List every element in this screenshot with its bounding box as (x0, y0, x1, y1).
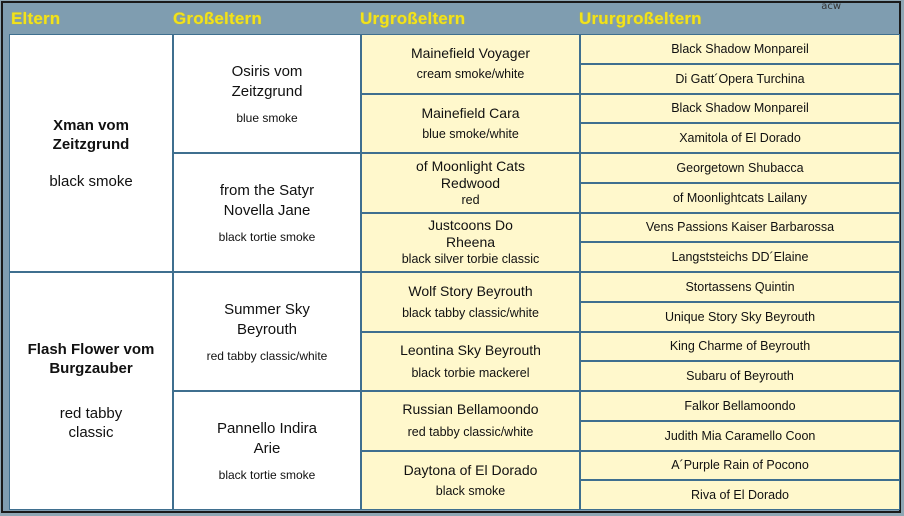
great-great-grandparent-name: Xamitola of El Dorado (679, 130, 801, 145)
header-eltern: Eltern (11, 9, 61, 28)
grandparent-color: black tortie smoke (218, 229, 316, 244)
great-grandparent-name: Mainefield Cara (421, 104, 520, 121)
corner-note: acw (821, 1, 841, 12)
great-great-grandparent-cell (580, 391, 900, 421)
great-great-grandparent-cell (580, 451, 900, 480)
great-grandparent-cell (361, 34, 580, 94)
great-great-grandparent-name: A´Purple Rain of Pocono (671, 458, 809, 472)
great-grandparent-cell (361, 272, 580, 332)
great-great-grandparent-name: King Charme of Beyrouth (669, 339, 811, 353)
great-grandparent-name: Daytona of El Dorado (403, 461, 538, 478)
pedigree-grid (9, 34, 901, 510)
great-great-grandparent-name: Di Gatt´Opera Turchina (675, 71, 805, 86)
great-great-grandparent-cell (580, 272, 900, 302)
great-grandparent-cell (361, 451, 580, 510)
great-great-grandparent-name: Stortassens Quintin (685, 279, 795, 294)
grandparent-cell (173, 34, 361, 153)
great-great-grandparent-cell (580, 480, 900, 510)
parent-cell-dam (9, 272, 173, 510)
great-great-grandparent-cell (580, 183, 900, 213)
great-grandparent-cell (361, 153, 580, 213)
header-grosseltern: Großeltern (173, 9, 262, 28)
parent-cell-sire (9, 34, 173, 272)
great-great-grandparent-name: of Moonlightcats Lailany (672, 190, 808, 205)
great-grandparent-cell (361, 332, 580, 391)
great-great-grandparent-cell (580, 94, 900, 123)
great-great-grandparent-cell (580, 332, 900, 361)
great-great-grandparent-name: Falkor Bellamoondo (684, 398, 796, 413)
great-great-grandparent-cell (580, 153, 900, 183)
grandparent-color: black tortie smoke (218, 467, 316, 482)
grandparent-color: blue smoke (236, 110, 298, 125)
great-grandparent-color: black tabby classic/white (402, 305, 539, 320)
great-grandparent-color: black torbie mackerel (411, 365, 530, 380)
great-grandparent-color: cream smoke/white (416, 67, 525, 81)
great-great-grandparent-name: Black Shadow Monpareil (671, 101, 809, 115)
grandparent-color: red tabby classic/white (206, 348, 328, 363)
great-great-grandparent-cell (580, 34, 900, 64)
great-great-grandparent-cell (580, 421, 900, 451)
great-great-grandparent-cell (580, 242, 900, 272)
pedigree-frame (1, 1, 901, 513)
great-great-grandparent-cell (580, 123, 900, 153)
header-ururgrosseltern: Ururgroßeltern (579, 9, 702, 28)
grandparent-name: Summer Sky Beyrouth (224, 300, 310, 338)
great-great-grandparent-name: Langststeichs DD´Elaine (671, 249, 809, 264)
great-great-grandparent-cell (580, 302, 900, 332)
great-grandparent-color: black silver torbie classic (401, 252, 540, 266)
great-grandparent-cell (361, 94, 580, 153)
parent-name: Xman vom Zeitzgrund (52, 116, 130, 153)
great-great-grandparent-name: Vens Passions Kaiser Barbarossa (645, 220, 835, 234)
great-grandparent-name: Russian Bellamoondo (402, 401, 539, 417)
grandparent-cell (173, 391, 361, 510)
parent-color: black smoke (49, 172, 133, 190)
great-grandparent-cell (361, 391, 580, 451)
great-great-grandparent-cell (580, 213, 900, 242)
great-great-grandparent-cell (580, 64, 900, 94)
grandparent-cell (173, 272, 361, 391)
great-grandparent-name: of Moonlight Cats Redwood (416, 157, 525, 191)
great-great-grandparent-name: Black Shadow Monpareil (671, 41, 809, 56)
great-grandparent-name: Leontina Sky Beyrouth (400, 341, 541, 358)
great-great-grandparent-name: Judith Mia Caramello Coon (664, 428, 816, 443)
great-grandparent-name: Mainefield Voyager (410, 45, 531, 61)
header-urgrosseltern: Urgroßeltern (360, 9, 466, 28)
great-grandparent-color: black smoke (435, 483, 506, 498)
great-grandparent-name: Wolf Story Beyrouth (408, 282, 533, 299)
grandparent-cell (173, 153, 361, 272)
grandparent-name: from the Satyr Novella Jane (219, 181, 315, 219)
great-great-grandparent-name: Unique Story Sky Beyrouth (664, 309, 816, 324)
great-grandparent-color: red (461, 192, 480, 207)
great-great-grandparent-name: Riva of El Dorado (691, 487, 789, 502)
great-great-grandparent-name: Subaru of Beyrouth (686, 368, 794, 383)
parent-name: Flash Flower vom Burgzauber (27, 341, 155, 377)
great-grandparent-color: blue smoke/white (422, 126, 519, 141)
great-great-grandparent-cell (580, 361, 900, 391)
great-grandparent-name: Justcoons Do Rheena (428, 217, 513, 250)
grandparent-name: Osiris vom Zeitzgrund (231, 62, 303, 100)
parent-color: red tabby classic (59, 405, 123, 441)
great-grandparent-cell (361, 213, 580, 272)
great-great-grandparent-name: Georgetown Shubacca (676, 160, 804, 175)
great-grandparent-color: red tabby classic/white (407, 425, 534, 439)
grandparent-name: Pannello Indira Arie (216, 419, 318, 457)
